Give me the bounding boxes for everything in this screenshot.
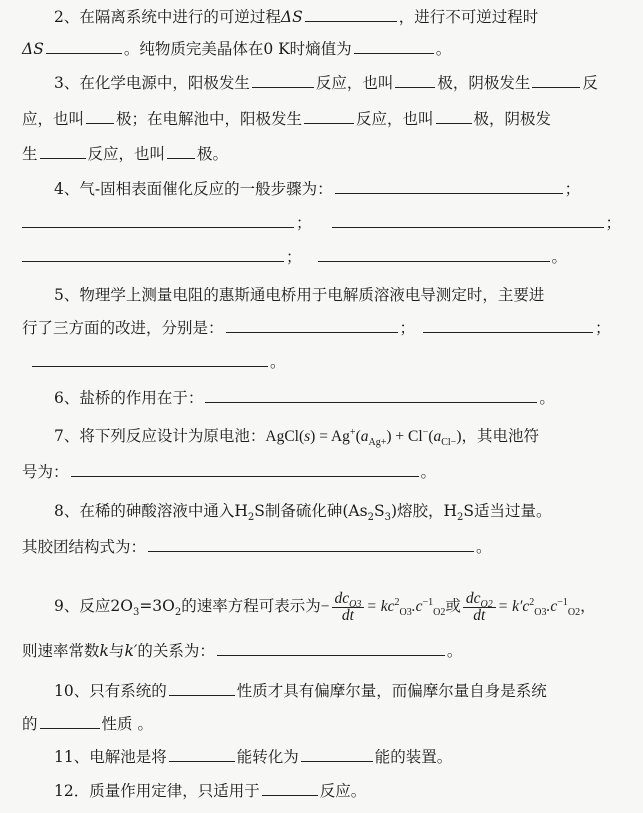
q4-blank-1[interactable]: [335, 178, 563, 194]
q4-end: 。: [551, 248, 568, 266]
q2-line1: [54, 6, 635, 28]
q10-line2: [22, 713, 635, 735]
q11-blank-1[interactable]: [169, 746, 235, 762]
q3-text-i: 生: [22, 145, 38, 163]
q7-sub-cl: Cl−: [441, 437, 457, 449]
q4-line1: [54, 178, 635, 200]
q8-sub-1: 2: [247, 512, 255, 524]
q11-text-c: 能的装置。: [374, 748, 453, 766]
q9-num-sub-1: O3: [349, 599, 362, 611]
q7-paren-2: (: [428, 428, 434, 445]
q9-sq-2: 2: [529, 596, 535, 608]
q2-blank-2[interactable]: [46, 38, 122, 54]
q9-sub-a: O3: [399, 607, 412, 619]
q9-fraction-1: [332, 591, 365, 624]
q11-line: [54, 746, 635, 768]
q4-line2: [22, 212, 635, 234]
q8-text-e: S适当过量。: [463, 502, 552, 520]
q7-blank[interactable]: [71, 461, 419, 477]
q2-text-b: ，进行不可逆过程时: [398, 8, 539, 26]
q3-text-b: 反应，也叫: [315, 74, 394, 92]
q9-line1: [54, 586, 635, 626]
q3-text-e: 应，也叫: [22, 110, 85, 128]
q3-text-j: 反应，也叫: [87, 145, 166, 163]
q3-text-d: 反: [582, 74, 598, 92]
q9-blank[interactable]: [217, 640, 445, 656]
q9-sub-c: O3: [534, 607, 547, 619]
q3-blank-8[interactable]: [167, 143, 195, 159]
q9-text-a: 9、反应2O: [54, 597, 133, 615]
q7-end: 。: [420, 463, 437, 481]
q9-text-b: =3O: [139, 597, 175, 615]
q2-blank-3[interactable]: [354, 38, 434, 54]
q2-text-a: 2、在隔离系统中进行的可逆过程: [54, 8, 281, 26]
q9-num-sub-2: O2: [480, 599, 493, 611]
q3-line3: [22, 143, 635, 165]
q11-text-a: 11、电解池是将: [54, 748, 167, 766]
q12-line: [54, 780, 635, 802]
q9-num-1: [332, 589, 365, 611]
q7-minus: −: [422, 426, 429, 438]
q9-sub-o3: 3: [132, 607, 140, 619]
q3-blank-5[interactable]: [304, 108, 354, 124]
q5-blank-3[interactable]: [32, 351, 268, 367]
q12-text-b: 反应。: [319, 782, 367, 800]
q2-line2: [22, 38, 635, 60]
q9-num-2: [463, 589, 496, 611]
q7-line2: [22, 461, 635, 483]
q2-delta-s-2: ΔS: [22, 40, 44, 58]
q10-blank-2[interactable]: [40, 713, 100, 729]
q3-text-f: 极；在电解池中，阳极发生: [116, 110, 303, 128]
q9-dot-1: .c: [411, 598, 423, 615]
q6-text: 6、盐桥的作用在于：: [54, 389, 204, 407]
q9-kprime: k′: [124, 642, 138, 660]
q5-text-b: 行了三方面的改进，分别是：: [22, 319, 224, 337]
q9-m2: −1: [557, 596, 568, 608]
q6-blank[interactable]: [205, 387, 537, 403]
q3-line1: [54, 72, 635, 94]
q8-line2: [22, 536, 635, 558]
q9-k: k: [99, 642, 109, 660]
q8-sub-4: 2: [457, 512, 464, 524]
q9-m1: −1: [422, 596, 434, 608]
q9-eq-1: = kc: [366, 598, 395, 615]
q2-delta-s: ΔS: [280, 8, 303, 26]
q9-sub-b: O2: [433, 607, 446, 619]
q9-sq-1: 2: [394, 596, 400, 608]
q3-text-a: 3、在化学电源中，阳极发生: [54, 74, 250, 92]
q5-text-a: 5、物理学上测量电阻的惠斯通电桥用于电解质溶液电导测定时，主要进: [54, 286, 545, 304]
q2-text-c: 。纯物质完美晶体在0 K时熵值为: [123, 40, 352, 58]
q9-rate-equation: [320, 589, 446, 624]
q7-mid: ) + Cl: [386, 428, 423, 445]
q9-or: 或: [445, 597, 461, 615]
q5-end: 。: [270, 353, 286, 371]
q10-blank-1[interactable]: [169, 680, 235, 696]
q7-text-c: 号为：: [22, 463, 69, 481]
q9-den-1: dt: [341, 606, 354, 624]
q4-sep-3: ；: [605, 214, 622, 232]
q8-sub-3: 3: [384, 512, 391, 524]
q10-text-c: 的: [22, 715, 38, 733]
q9-end: 。: [446, 642, 463, 660]
q10-text-d: 性质 。: [101, 715, 153, 733]
q9-dot-2: .c: [546, 598, 558, 615]
q9-comma: ，: [580, 597, 596, 615]
q9-text-f: 的关系为：: [137, 642, 215, 660]
q5-line1: [54, 284, 635, 306]
q8-text-a: 8、在稀的砷酸溶液中通入H: [54, 502, 248, 520]
q5-sep-1: ；: [399, 319, 416, 337]
q8-text-d: )熔胶，H: [390, 502, 458, 520]
q4-blank-3[interactable]: [332, 212, 604, 228]
q3-blank-3[interactable]: [532, 72, 580, 88]
q3-blank-7[interactable]: [40, 143, 86, 159]
q7-sub-ag: Ag+: [368, 437, 387, 449]
q9-dc-2: dc: [465, 589, 481, 607]
q12-text-a: 12．质量作用定律，只适用于: [54, 782, 260, 800]
q9-sub-d: O2: [567, 607, 581, 619]
q3-text-c: 极，阴极发生: [437, 74, 531, 92]
q8-end: 。: [476, 538, 492, 556]
q8-text-c: S: [373, 502, 385, 520]
q9-line2: [22, 640, 635, 662]
q9-rate-equation-2: [461, 589, 581, 624]
q5-blank-2[interactable]: [423, 317, 593, 333]
q4-blank-4[interactable]: [22, 246, 284, 262]
q12-blank[interactable]: [262, 780, 318, 796]
q7-paren-1: (: [355, 428, 361, 445]
q7-activity-1: a: [360, 428, 369, 445]
q7-close: ): [456, 428, 462, 445]
q9-den-2: dt: [473, 606, 486, 624]
q8-blank[interactable]: [148, 536, 474, 552]
q4-sep-4: ；: [286, 248, 302, 266]
q5-sep-2: ；: [595, 319, 611, 337]
q9-text-e: 与: [108, 642, 125, 660]
q10-text-a: 10、只有系统的: [54, 682, 167, 700]
q8-text-f: 其胶团结构式为：: [22, 538, 147, 556]
q3-line2: [22, 108, 635, 130]
q3-text-k: 极。: [197, 145, 229, 163]
q8-sub-2: 2: [367, 512, 374, 524]
q7-state: s: [304, 428, 311, 445]
q6-line: [54, 387, 635, 409]
q7-text-b: ，其电池符: [461, 427, 540, 445]
q7-eq: ) = Ag: [310, 428, 350, 445]
q7-activity-2: a: [433, 428, 442, 445]
q7-agcl: AgCl(: [265, 428, 305, 445]
q8-text-b: S制备硫化砷(As: [254, 502, 368, 520]
q7-line1: [54, 425, 635, 447]
q3-blank-6[interactable]: [436, 108, 472, 124]
q4-sep-2: ；: [296, 214, 312, 232]
q4-line3: [22, 246, 635, 268]
q9-minus: −: [320, 598, 330, 615]
q5-line3: [22, 351, 635, 373]
q4-blank-2[interactable]: [22, 212, 294, 228]
q11-text-b: 能转化为: [236, 748, 299, 766]
q4-sep-1: ；: [564, 180, 581, 198]
q7-reaction: [265, 426, 462, 449]
q5-blank-1[interactable]: [226, 317, 398, 333]
q3-text-g: 反应，也叫: [356, 110, 434, 128]
q5-line2: [22, 317, 635, 339]
q4-text-a: 4、气-固相表面催化反应的一般步骤为：: [54, 180, 333, 198]
q9-fraction-2: [463, 591, 496, 624]
q3-blank-4[interactable]: [86, 108, 114, 124]
q6-end: 。: [539, 389, 555, 407]
q8-line1: [54, 500, 635, 522]
q9-text-c: 的速率方程可表示为: [181, 597, 321, 615]
q3-blank-2[interactable]: [395, 72, 435, 88]
q2-blank-1[interactable]: [305, 6, 397, 22]
q7-text-a: 7、将下列反应设计为原电池：: [54, 427, 266, 445]
q11-blank-2[interactable]: [301, 746, 373, 762]
q7-plus: +: [349, 426, 356, 438]
q3-text-h: 极，阴极发: [473, 110, 552, 128]
q4-blank-5[interactable]: [318, 246, 550, 262]
q9-text-d: 则速率常数: [22, 642, 100, 660]
q10-text-b: 性质才具有偏摩尔量，而偏摩尔量自身是系统: [236, 682, 547, 700]
q9-dc-1: dc: [334, 589, 350, 607]
q2-text-d: 。: [435, 40, 452, 58]
q9-sub-o2: 2: [174, 607, 182, 619]
q10-line1: [54, 680, 635, 702]
q9-eq-2: = k′c: [497, 598, 530, 615]
q3-blank-1[interactable]: [252, 72, 314, 88]
